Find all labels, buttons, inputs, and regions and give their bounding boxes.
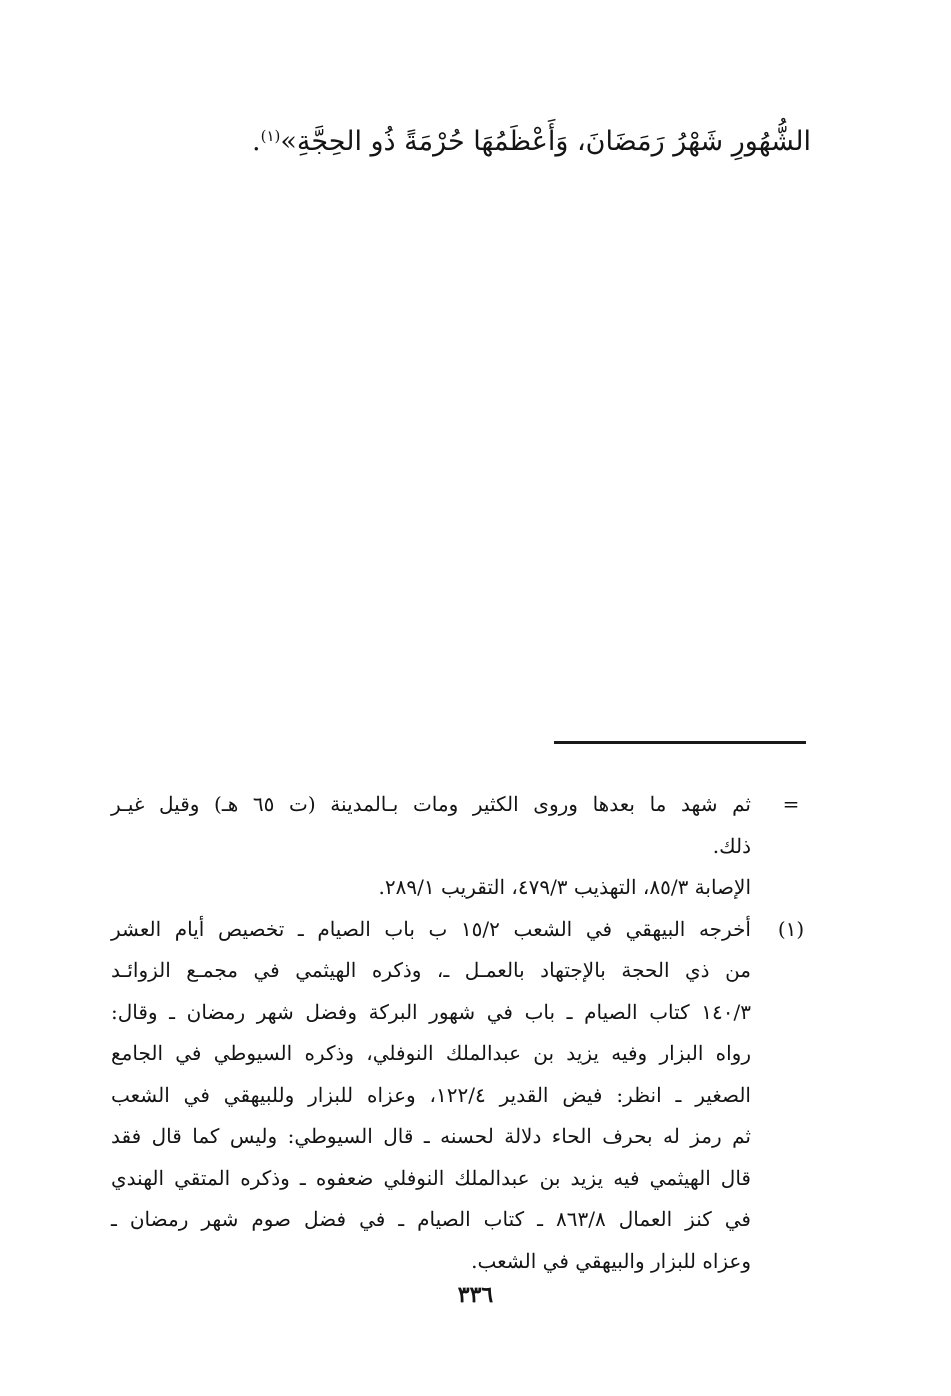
footnote-line: ثم رمز له بحرف الحاء دلالة لحسنه ـ قال السيوطي: وليس كما قال فقد [111,1124,751,1148]
footnote-separator [554,741,806,744]
footnotes-section [111,784,811,1282]
footnote-reference: (١) [260,127,281,145]
footnote-line: رواه البزار وفيه يزيد بن عبدالملك النوفلي، وذكره السيوطي في الجامع [111,1041,751,1065]
footnote-line: أخرجه البيهقي في الشعب ١٥/٢ ب باب الصيام ـ تخصيص أيام العشر [111,916,751,941]
footnote-line: وعزاه للبزار والبيهقي في الشعب. [471,1248,751,1273]
footnote-1-marker: (١) [777,916,805,941]
footnote-continuation [111,784,811,909]
page-number: ٣٣٦ [457,1282,494,1308]
footnote-line: الإصابة ٨٥/٣، التهذيب ٤٧٩/٣، التقريب ٢٨٩/١. [378,875,751,899]
footnote-line: قال الهيثمي فيه يزيد بن عبدالملك النوفلي ضعفوه ـ وذكره المتقي الهندي [111,1165,751,1190]
main-text: الشُّهُورِ شَهْرُ رَمَضَانَ، وَأَعْظَمُهَا حُرْمَةً ذُو الحِجَّةِ» [280,126,811,157]
footnote-line: في كنز العمال ٨٦٣/٨ ـ كتاب الصيام ـ في فضل صوم شهر رمضان ـ [111,1207,751,1231]
footnote-line: ١٤٠/٣ كتاب الصيام ـ باب في شهور البركة وفضل شهر رمضان ـ وقال: [111,999,751,1024]
footnote-line: ثم شهد ما بعدها وروى الكثير ومات بـالمدينة (ت ٦٥ هـ) وقيل غيـر [111,792,751,816]
footnote-line: من ذي الحجة بالإجتهاد بالعمـل ـ، وذكره الهيثمي في مجمـع الزوائـد [111,958,751,982]
main-text-end-punct: . [251,126,261,157]
footnote-1 [111,909,811,1283]
footnote-line: الصغير ـ انظر: فيض القدير ١٢٢/٤، وعزاه للبزار وللبيهقي في الشعب [111,1082,751,1107]
main-text-line [111,112,811,166]
continuation-marker: = [782,792,800,816]
footnote-line: ذلك. [712,833,751,858]
